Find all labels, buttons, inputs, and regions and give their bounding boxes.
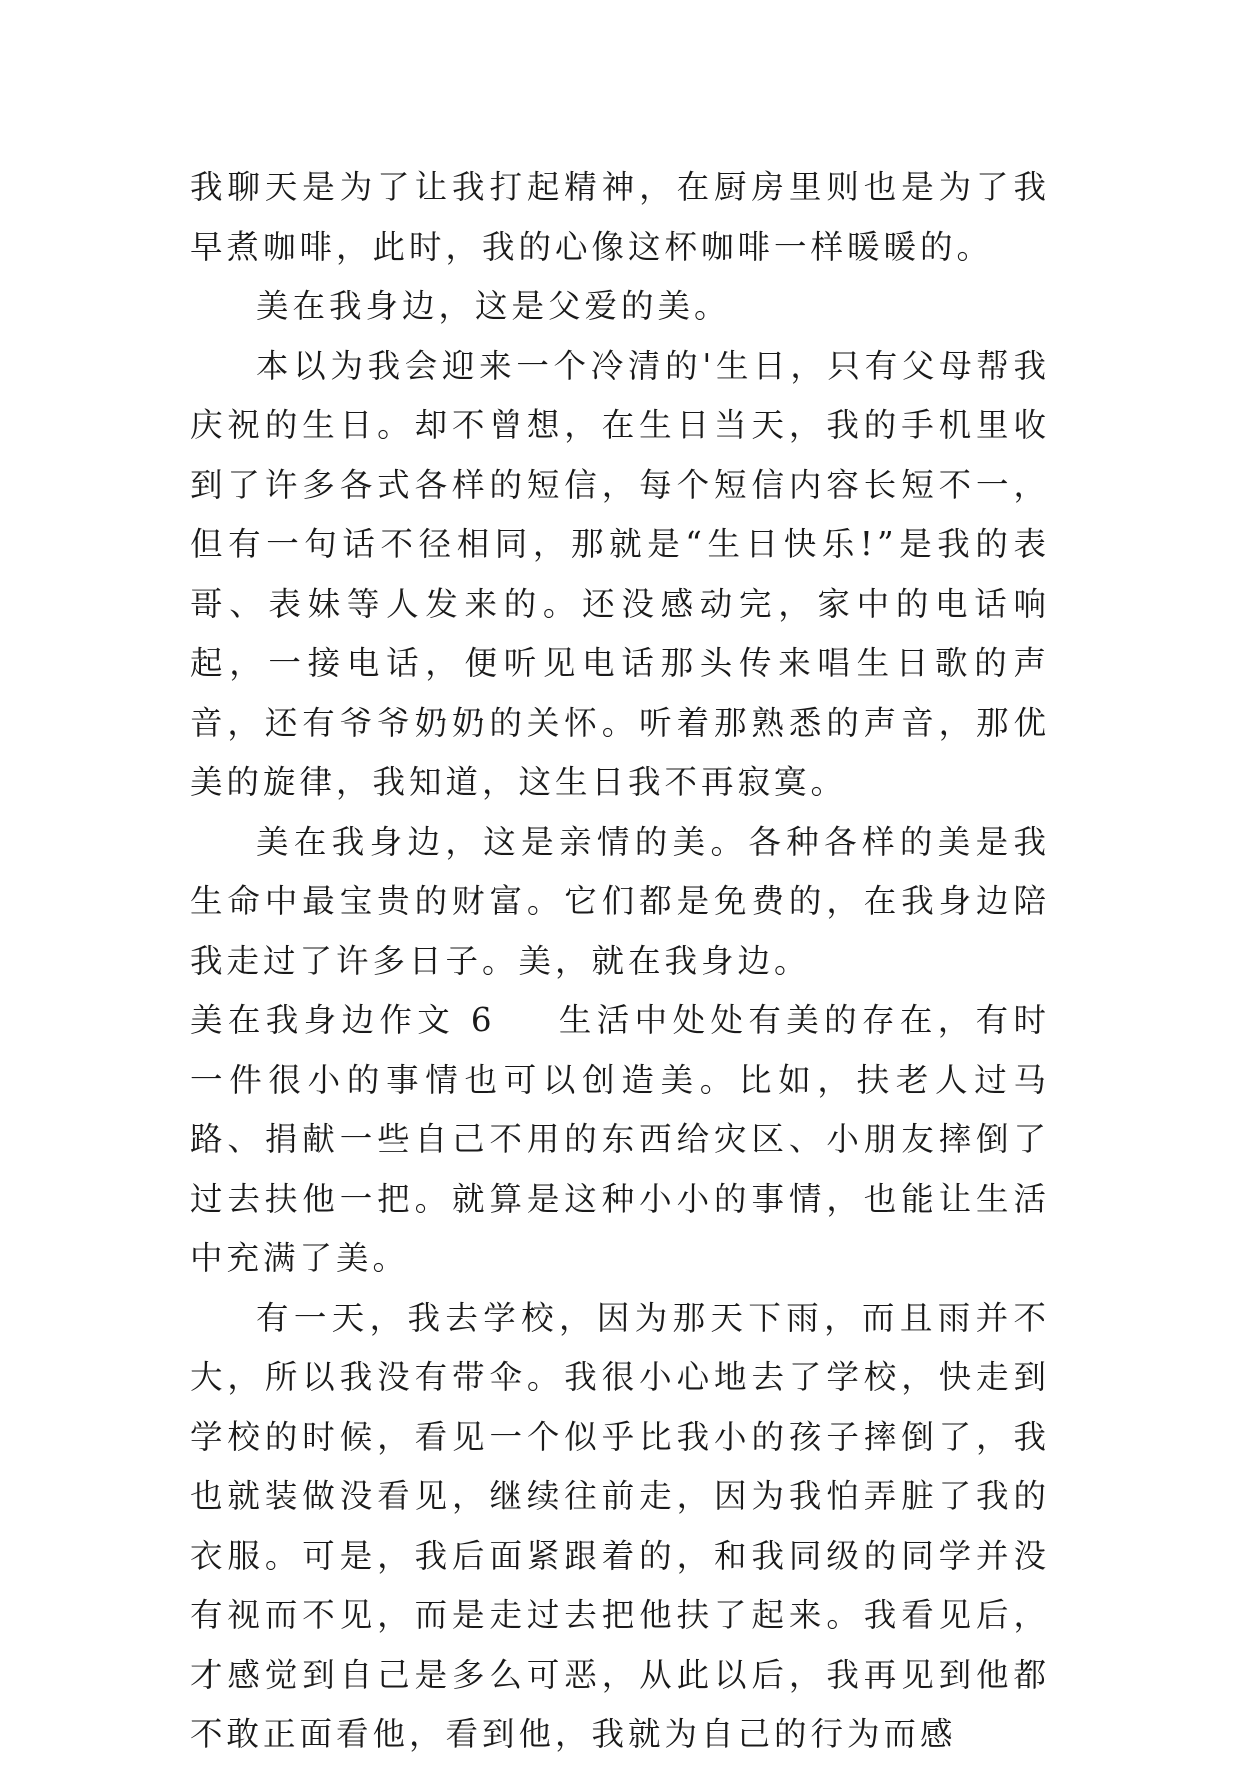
essay-title: 美在我身边作文 6: [190, 1001, 496, 1039]
paragraph-coffee: 我聊天是为了让我打起精神，在厨房里则也是为了我早煮咖啡，此时，我的心像这杯咖啡一样暖暖的。: [190, 168, 1050, 266]
paragraph-fatherly-love: 美在我身边，这是父爱的美。: [256, 287, 731, 325]
essay6-first-paragraph-text: 生活中处处有美的存在，有时一件很小的事情也可以创造美。比如，扶老人过马路、捐献一些自己不用的东西给灾区、小朋友摔倒了过去扶他一把。就算是这种小小的事情，也能让生活中充满了美。: [190, 1001, 1050, 1277]
paragraph-essay6-intro: [190, 991, 1050, 1289]
body-text: [190, 158, 1050, 1765]
paragraph-family-love: 美在我身边，这是亲情的美。各种各样的美是我生命中最宝贵的财富。它们都是免费的，在我身边陪我走过了许多日子。美，就在我身边。: [190, 822, 1050, 980]
paragraph-birthday: 本以为我会迎来一个冷清的'生日，只有父母帮我庆祝的生日。却不曾想，在生日当天，我的手机里收到了许多各式各样的短信，每个短信内容长短不一，但有一句话不径相同，那就是“生日快乐!”是我的表哥、表妹等人发来的。还没感动完，家中的电话响起，一接电话，便听见电话那头传来唱生日歌的声音，还有爷爷奶奶的关怀。听着那熟悉的声音，那优美的旋律，我知道，这生日我不再寂寞。: [190, 346, 1050, 801]
paragraph-rainy-day: 有一天，我去学校，因为那天下雨，而且雨并不大，所以我没有带伞。我很小心地去了学校，快走到学校的时候，看见一个似乎比我小的孩子摔倒了，我也就装做没看见，继续往前走，因为我怕弄脏了我的衣服。可是，我后面紧跟着的，和我同级的同学并没有视而不见，而是走过去把他扶了起来。我看见后，才感觉到自己是多么可恶，从此以后，我再见到他都不敢正面看他，看到他，我就为自己的行为而感: [190, 1298, 1050, 1753]
